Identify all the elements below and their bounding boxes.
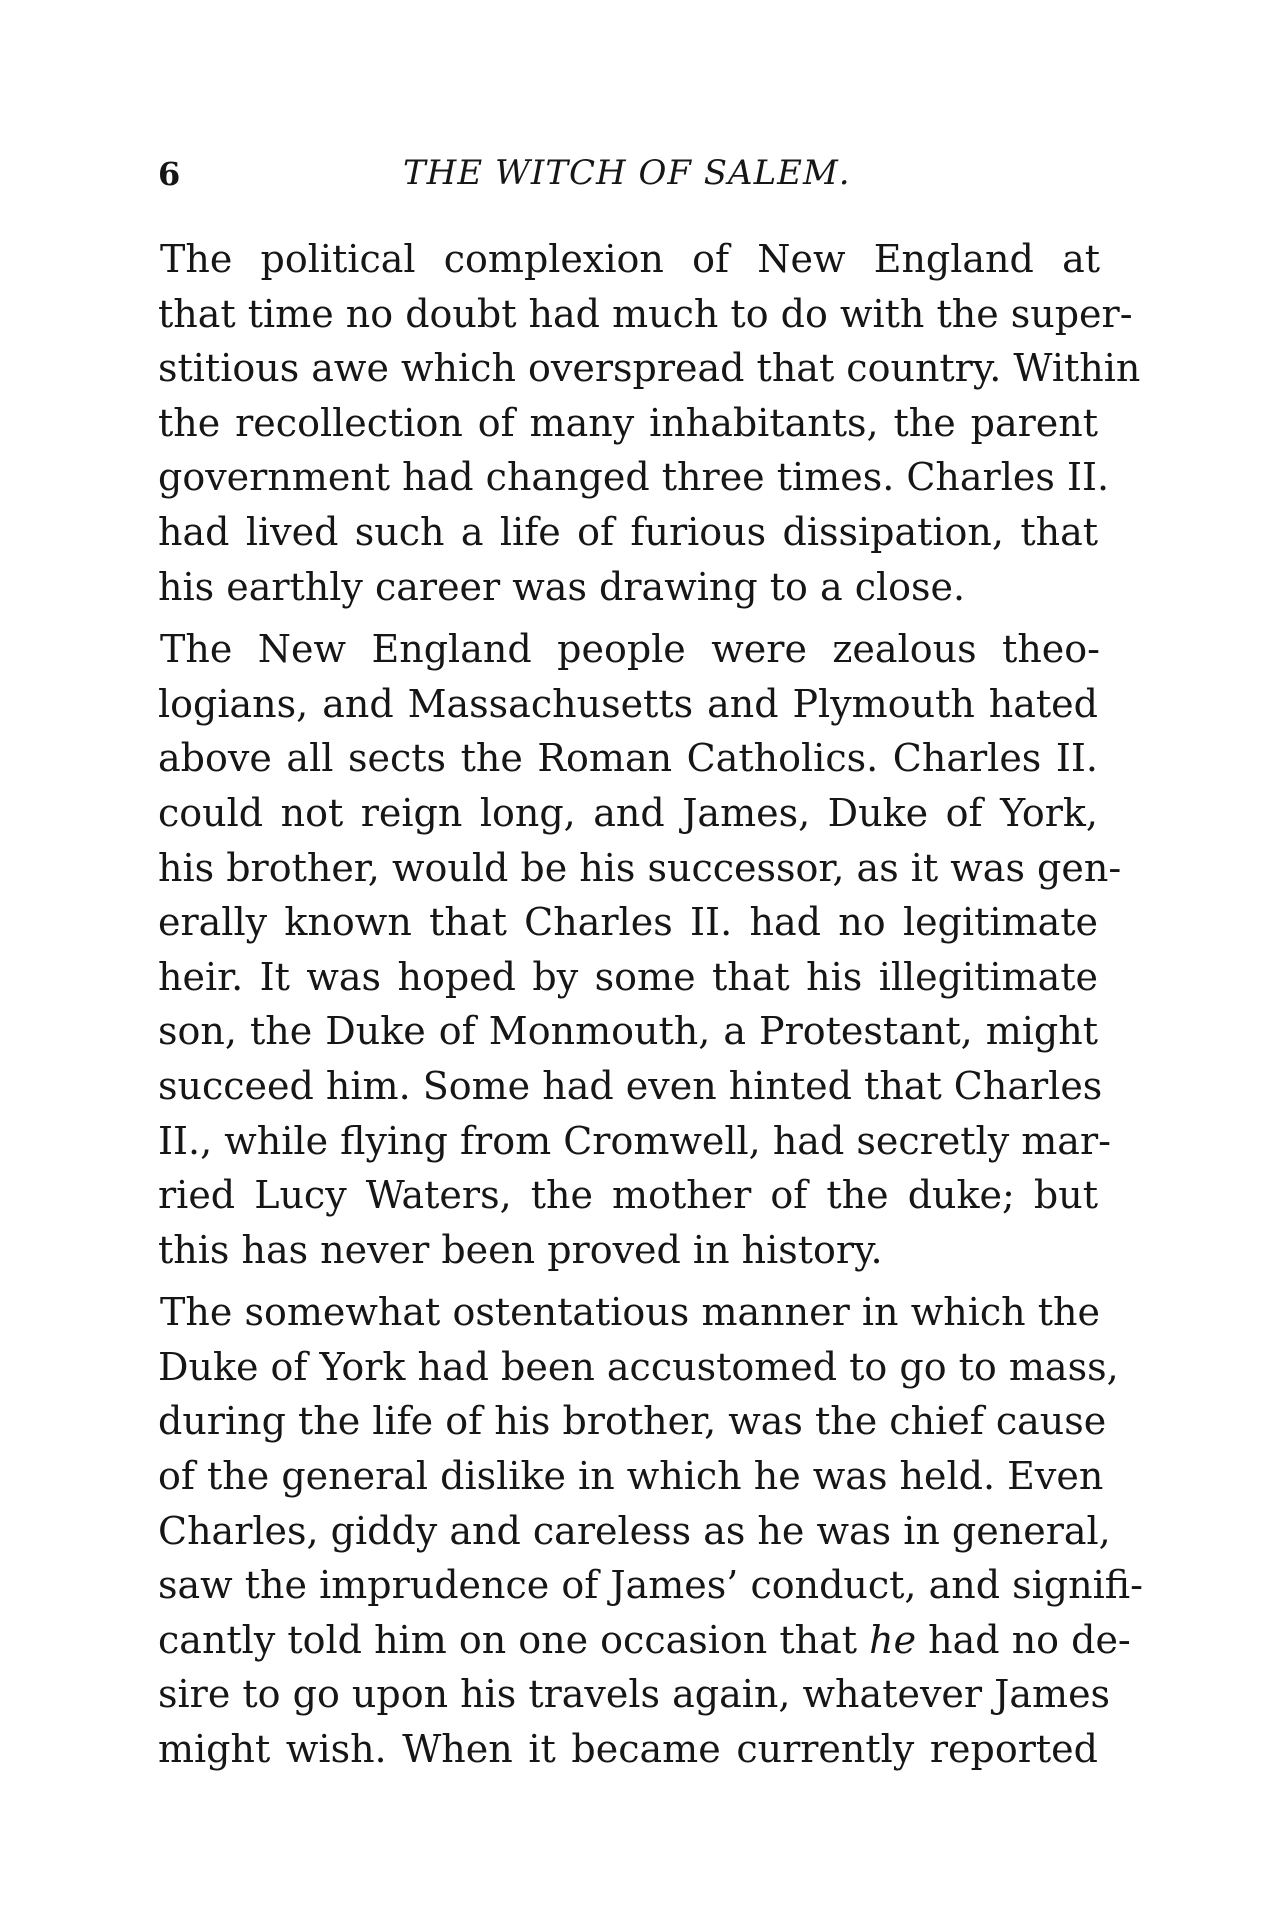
text-line: sire to go upon his travels again, whatever James	[158, 1672, 1111, 1717]
page-number: 6	[158, 155, 181, 193]
running-head	[158, 150, 1098, 196]
body-text	[158, 232, 1143, 1777]
text-line: Charles, giddy and careless as he was in general,	[158, 1508, 1111, 1553]
line-end: had no de-	[916, 1617, 1131, 1662]
text-line: son, the Duke of Monmouth, a Protestant, might	[158, 1009, 1098, 1054]
book-page	[158, 150, 1143, 1785]
text-line: The somewhat ostentatious manner in which the	[160, 1290, 1100, 1335]
line-start: cantly told him on one occasion that	[158, 1617, 870, 1662]
paragraph-1	[158, 232, 1141, 614]
paragraph-3	[158, 1285, 1143, 1776]
text-line: The New England people were zealous theo-	[160, 627, 1100, 672]
running-title: THE WITCH OF SALEM.	[403, 153, 851, 193]
text-line: Duke of York had been accustomed to go to mass,	[158, 1344, 1119, 1389]
paragraph-2	[158, 622, 1122, 1277]
text-line: erally known that Charles II. had no legitimate	[158, 900, 1098, 945]
text-line: during the life of his brother, was the chief cause	[158, 1399, 1107, 1444]
text-line: of the general dislike in which he was held. Even	[158, 1454, 1104, 1499]
text-line: succeed him. Some had even hinted that Charles	[158, 1063, 1103, 1108]
text-line: the recollection of many inhabitants, the parent	[158, 400, 1098, 445]
text-line: saw the imprudence of James’ conduct, and signifi-	[158, 1563, 1143, 1608]
text-line: above all sects the Roman Catholics. Charles II.	[158, 736, 1098, 781]
text-line: logians, and Massachusetts and Plymouth hated	[158, 681, 1098, 726]
text-line: this has never been proved in history.	[158, 1227, 883, 1272]
text-line: government had changed three times. Charles II.	[158, 455, 1110, 500]
text-line: II., while flying from Cromwell, had secretly mar-	[158, 1118, 1111, 1163]
text-line: might wish. When it became currently reported	[158, 1727, 1098, 1772]
text-line: ried Lucy Waters, the mother of the duke; but	[158, 1173, 1098, 1218]
text-line: heir. It was hoped by some that his illegitimate	[158, 954, 1098, 999]
text-line: could not reign long, and James, Duke of York,	[158, 790, 1098, 835]
text-line: that time no doubt had much to do with the super-	[158, 291, 1133, 336]
text-line: stitious awe which overspread that country. Within	[158, 346, 1141, 391]
text-line: had lived such a life of furious dissipation, that	[158, 509, 1098, 554]
text-line-with-italic	[158, 1613, 1131, 1668]
text-line: The political complexion of New England at	[160, 237, 1100, 281]
text-line: his earthly career was drawing to a close.	[158, 564, 966, 609]
text-line: his brother, would be his successor, as it was gen-	[158, 845, 1122, 890]
italic-word: he	[869, 1617, 917, 1662]
